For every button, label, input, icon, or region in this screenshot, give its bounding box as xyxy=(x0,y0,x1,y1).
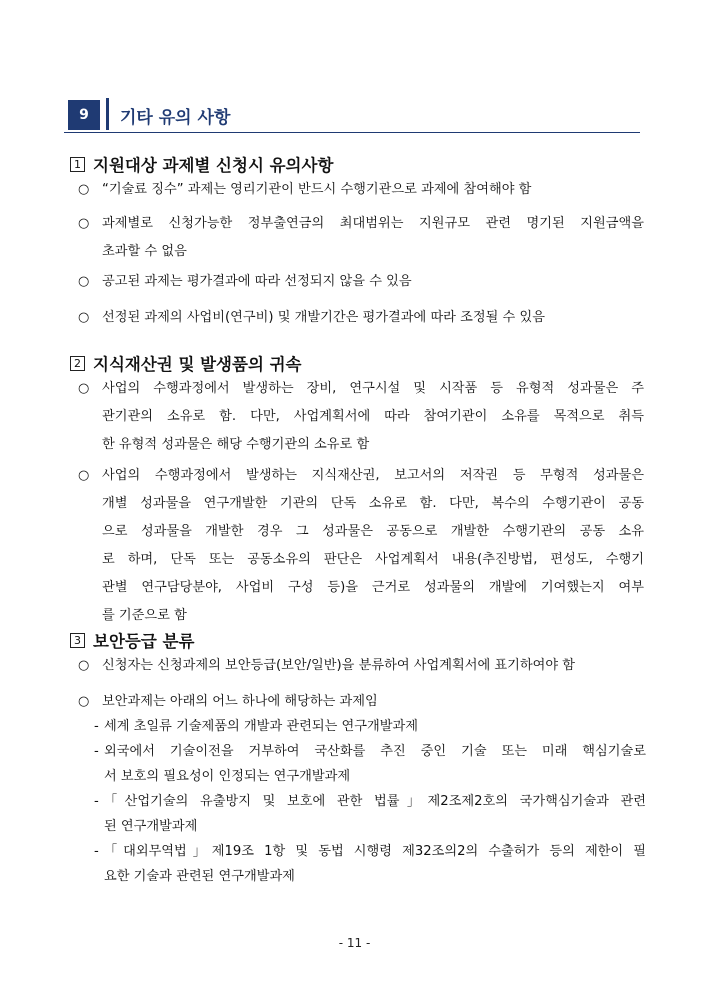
chapter-header xyxy=(64,96,640,134)
header-underline xyxy=(64,132,640,133)
header-divider xyxy=(106,98,109,130)
circle-bullet-icon: ○ xyxy=(78,274,90,289)
item-line: 관기관의 소유로 함. 다만, 사업계획서에 따라 참여기관이 소유를 목적으로 취득 xyxy=(102,409,644,424)
circle-bullet-icon: ○ xyxy=(78,381,90,396)
section-2-title xyxy=(70,351,302,375)
sub-line: 외국에서 기술이전을 거부하여 국산화를 추진 중인 기술 또는 미래 핵심기술로 xyxy=(104,744,646,759)
item-line: 과제별로 신청가능한 정부출연금의 최대범위는 지원규모 관련 명기된 지원금액을 xyxy=(102,216,644,231)
sub-line: 된 연구개발과제 xyxy=(104,819,198,834)
dash-bullet: - xyxy=(94,794,99,809)
item-line: 보안과제는 아래의 어느 하나에 해당하는 과제임 xyxy=(102,694,378,709)
dash-bullet: - xyxy=(94,719,99,734)
section-heading: 보안등급 분류 xyxy=(93,632,195,651)
circle-bullet-icon: ○ xyxy=(78,310,90,325)
circle-bullet-icon: ○ xyxy=(78,182,90,197)
section-number-box: 3 xyxy=(70,633,85,648)
circle-bullet-icon: ○ xyxy=(78,468,90,483)
sub-line: 세계 초일류 기술제품의 개발과 관련되는 연구개발과제 xyxy=(104,719,418,734)
item-line: 관별 연구담당분야, 사업비 구성 등)을 근거로 성과물의 개발에 기여했는지 여부 xyxy=(102,580,644,595)
sub-line: 서 보호의 필요성이 인정되는 연구개발과제 xyxy=(104,769,351,784)
sub-line: 요한 기술과 관련된 연구개발과제 xyxy=(104,869,295,884)
section-heading: 지식재산권 및 발생품의 귀속 xyxy=(93,355,302,374)
item-line: 공고된 과제는 평가결과에 따라 선정되지 않을 수 있음 xyxy=(102,274,412,289)
sub-line: 「산업기술의 유출방지 및 보호에 관한 법률」제2조제2호의 국가핵심기술과 관련 xyxy=(104,794,646,809)
chapter-number: 9 xyxy=(68,100,100,130)
item-line: 초과할 수 없음 xyxy=(102,244,187,259)
item-line: “기술료 징수” 과제는 영리기관이 반드시 수행기관으로 과제에 참여해야 함 xyxy=(102,182,532,197)
item-line: 신청자는 신청과제의 보안등급(보안/일반)을 분류하여 사업계획서에 표기하여야 함 xyxy=(102,658,576,673)
circle-bullet-icon: ○ xyxy=(78,216,90,231)
section-1-title xyxy=(70,152,333,176)
section-3-title xyxy=(70,628,194,652)
item-line: 선정된 과제의 사업비(연구비) 및 개발기간은 평가결과에 따라 조정될 수 있음 xyxy=(102,310,545,325)
dash-bullet: - xyxy=(94,844,99,859)
circle-bullet-icon: ○ xyxy=(78,658,90,673)
section-number-box: 2 xyxy=(70,356,85,371)
page-number: - 11 - xyxy=(338,936,371,950)
item-line: 사업의 수행과정에서 발생하는 장비, 연구시설 및 시작품 등 유형적 성과물은 주 xyxy=(102,381,644,396)
item-line: 개별 성과물을 연구개발한 기관의 단독 소유로 함. 다만, 복수의 수행기관이 공동 xyxy=(102,496,644,511)
dash-bullet: - xyxy=(94,744,99,759)
item-line: 사업의 수행과정에서 발생하는 지식재산권, 보고서의 저작권 등 무형적 성과물은 xyxy=(102,468,644,483)
section-heading: 지원대상 과제별 신청시 유의사항 xyxy=(93,156,334,175)
item-line: 으로 성과물을 개발한 경우 그 성과물은 공동으로 개발한 수행기관의 공동 소유 xyxy=(102,524,644,539)
item-line: 로 하며, 단독 또는 공동소유의 판단은 사업계획서 내용(추진방법, 편성도, 수행기 xyxy=(102,552,644,567)
chapter-title: 기타 유의 사항 xyxy=(120,108,231,128)
circle-bullet-icon: ○ xyxy=(78,694,90,709)
item-line: 를 기준으로 함 xyxy=(102,608,187,623)
sub-line: 「대외무역법」제19조 1항 및 동법 시행령 제32조의2의 수출허가 등의 제한이 필 xyxy=(104,844,646,859)
item-line: 한 유형적 성과물은 해당 수행기관의 소유로 함 xyxy=(102,437,370,452)
section-number-box: 1 xyxy=(70,157,85,172)
